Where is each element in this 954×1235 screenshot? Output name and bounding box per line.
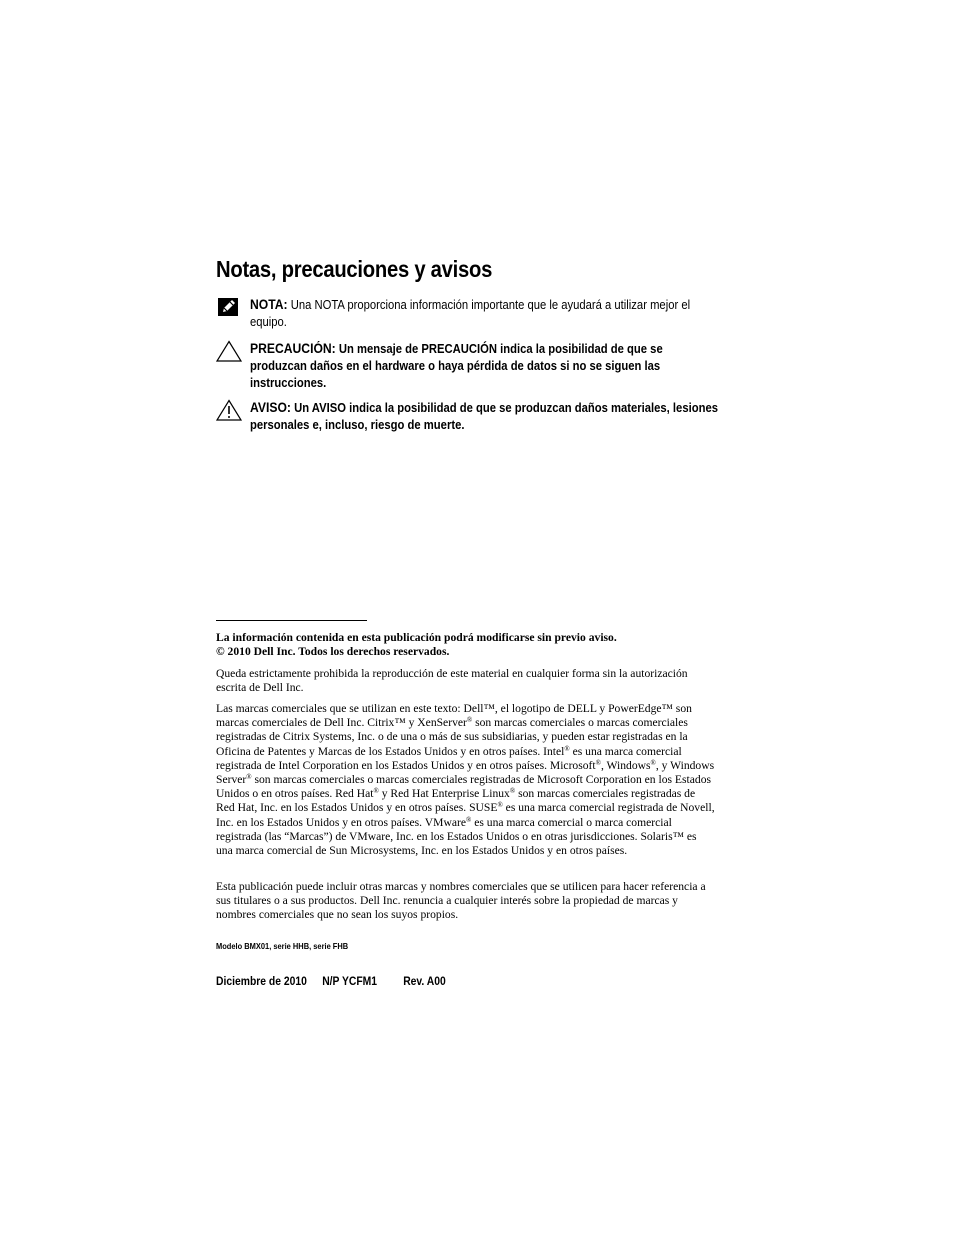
copyright: © 2010 Dell Inc. Todos los derechos reservados. (216, 645, 450, 659)
footnote-divider (216, 620, 367, 621)
notice-text: Un mensaje de PRECAUCIÓN indica la posibilidad de que se produzcan daños en el hardware o haya pérdida de datos si no se siguen las instrucciones. (250, 342, 663, 390)
notice-text: Una NOTA proporciona información importante que le ayudará a utilizar mejor el equipo. (250, 298, 691, 329)
part-number: N/P YCFM1 (322, 976, 378, 988)
other-marks-block (216, 880, 714, 923)
other-marks-notice: Esta publicación puede incluir otras marcas y nombres comerciales que se utilicen para hacer referencia a sus titulares o a sus productos. Dell Inc. renuncia a cualquier interés sobre la propiedad de marcas y nombres comerciales que no sean los suyos propios. (216, 880, 706, 922)
model-info: Modelo BMX01, serie HHB, serie FHB (216, 941, 349, 951)
trademarks-paragraph: Las marcas comerciales que se utilizan en este texto: Dell™, el logotipo de DELL y PowerEdge™ son marcas comerciales de Dell Inc. Citrix™ y XenServer® son marcas comerciales o marcas comerciales registradas de Citrix Systems, Inc. o de una o más de sus subsidiarias, y pueden estar registradas en la Oficina de Patentes y Marcas de los Estados Unidos y en otros países. Intel® es una marca comercial registrada de Intel Corporation en los Estados Unidos y en otros países. Microsoft®, Windows®, y Windows Server® son marcas comerciales o marcas comerciales registradas de Microsoft Corporation en los Estados Unidos o en otros países. Red Hat® y Red Hat Enterprise Linux® son marcas comerciales registradas de Red Hat, Inc. en los Estados Unidos y en otros países. SUSE® es una marca comercial registrada de Novell, Inc. en los Estados Unidos y en otros países. VMware® es una marca comercial o marca comercial registrada (las “Marcas”) de VMware, Inc. en los Estados Unidos o en otras jurisdicciones. Solaris™ es una marca comercial de Sun Microsystems, Inc. en los Estados Unidos y en otros países. (216, 702, 715, 858)
notice-label: NOTA: (250, 297, 288, 312)
revision: Rev. A00 (403, 976, 446, 988)
warning-notice (216, 399, 716, 434)
publication-date: Diciembre de 2010 (216, 976, 307, 988)
page-title: Notas, precauciones y avisos (216, 256, 493, 282)
reproduction-block (216, 667, 716, 695)
notice-label: AVISO: (250, 400, 291, 415)
notice-label: PRECAUCIÓN: (250, 341, 336, 356)
note-pencil-icon (216, 296, 242, 320)
caution-triangle-icon (216, 340, 242, 364)
caution-notice (216, 340, 716, 392)
reproduction-notice: Queda estrictamente prohibida la reproducción de este material en cualquier forma sin la autorización escrita de Dell Inc. (216, 667, 688, 695)
change-notice: La información contenida en esta publicación podrá modificarse sin previo aviso. (216, 631, 617, 644)
trademarks-block (216, 702, 716, 858)
note-notice (216, 296, 716, 331)
notice-text: Un AVISO indica la posibilidad de que se produzcan daños materiales, lesiones personales e, incluso, riesgo de muerte. (250, 401, 718, 432)
warning-triangle-icon (216, 399, 242, 423)
change-notice-block (216, 631, 716, 659)
publication-footer (216, 976, 446, 988)
